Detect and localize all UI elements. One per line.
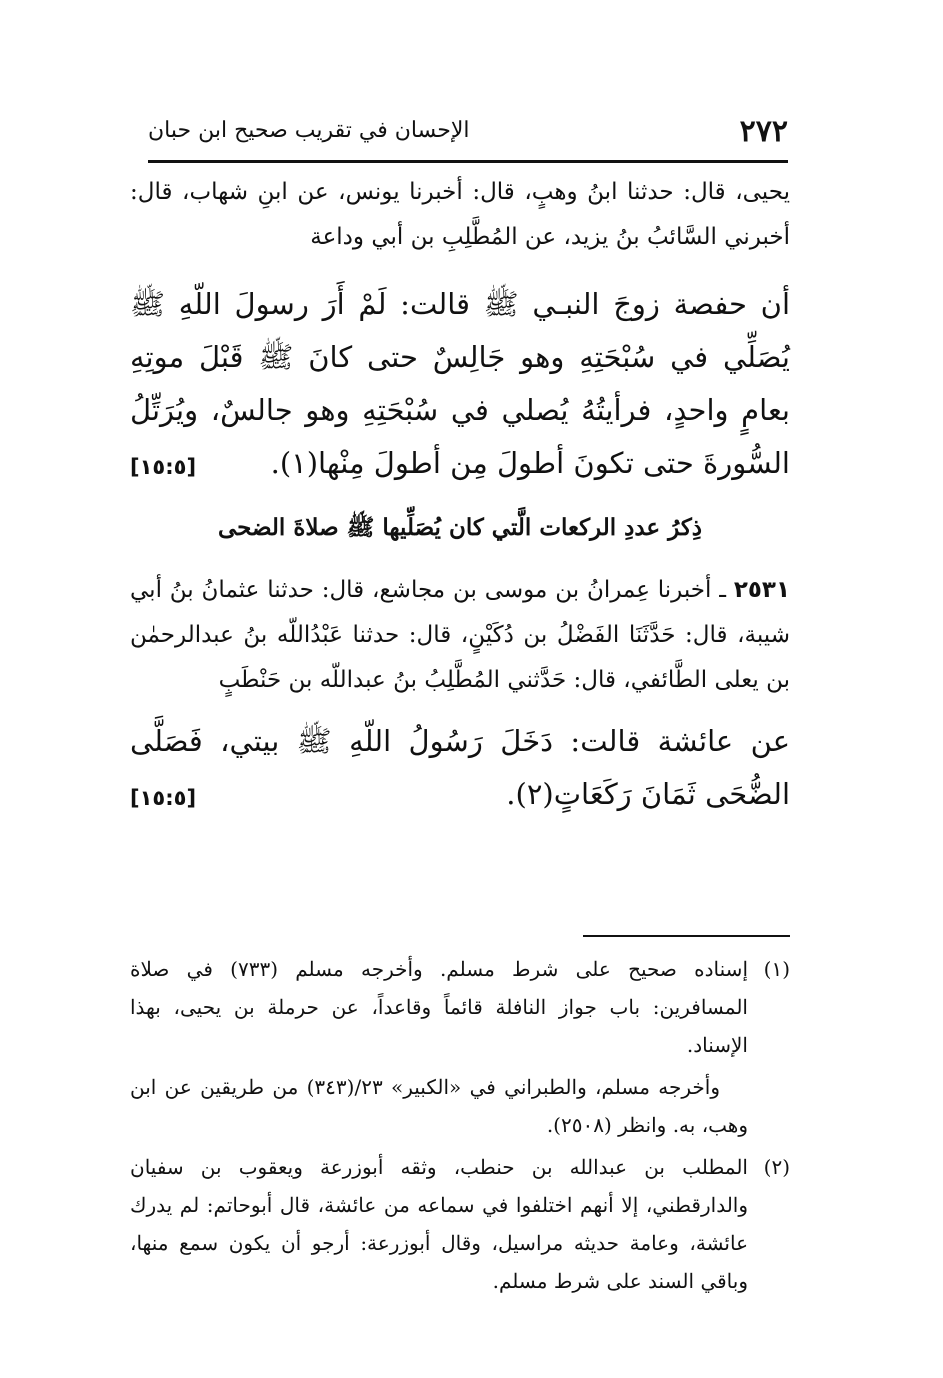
page-header [148,108,788,158]
hadith-1-text: أن حفصة زوجَ النبـي ﷺ قالت: لَمْ أَرَ رسولَ اللّهِ ﷺ يُصَلِّي في سُبْحَتِهِ وهو جَالِسٌ حتى كانَ ﷺ قَبْلَ موتِهِ بعامٍ واحدٍ، فرأيتُهُ يُصلي في سُبْحَتِهِ وهو جالسٌ، ويُرَتِّلُ السُّورةَ حتى تكونَ أطولَ مِن أطولَ مِنْها(١). [130,287,790,480]
main-text [130,170,790,829]
footnote-2-marker: (٢) [763,1155,790,1179]
hadith-2-reference: [١٥:٥] [130,786,197,810]
chapter-heading: ذِكرُ عددِ الركعات الَّتي كان يُصَلِّيها ﷺ صلاةَ الضحى [217,514,703,541]
hadith-1-matn [130,278,790,490]
page-number: ٢٧٢ [739,114,788,149]
hadith-2-isnad-text: ـ أخبرنا عِمرانُ بن موسى بن مجاشع، قال: حدثنا عثمانُ بنُ أبي شيبة، قال: حَدَّثَنَا الفَضْلُ بن دُكَيْنٍ، قال: حدثنا عَبْدُاللّه بنُ عبدالرحمٰن بن يعلى الطَّائفي، قال: حَدَّثني المُطَّلِبُ بنُ عبداللّه بن حَنْطَبٍ [130,577,790,693]
footnote-1-text: إسناده صحيح على شرط مسلم. وأخرجه مسلم (٧٣٣) في صلاة المسافرين: باب جواز النافلة قائماً وقاعداً، عن حرملة بن يحيى، بهذا الإسناد. [130,957,748,1057]
hadith-2-text: عن عائشة قالت: دَخَلَ رَسُولُ اللّهِ ﷺ بيتي، فَصَلَّى الضُّحَى ثَمَانَ رَكَعَاتٍ(٢). [130,724,790,811]
footnote-2 [130,1148,790,1300]
hadith-2-matn [130,715,790,821]
footnote-2-text: المطلب بن عبدالله بن حنطب، وثقه أبوزرعة ويعقوب بن سفيان والدارقطني، إلا أنهم اختلفوا في سماعه من عائشة، قال أبوحاتم: لم يدرك عائشة، وعامة حديثه مراسيل، وقال أبوزرعة: أرجو أن يكون سمع منها، وباقي السند على شرط مسلم. [130,1155,748,1293]
hadith-number: ٢٥٣١ [733,577,790,603]
footnote-1-continuation: وأخرجه مسلم، والطبراني في «الكبير» ٢٣/(٣٤٣) من طريقين عن ابن وهب، به. وانظر (٢٥٠٨). [130,1075,748,1137]
header-rule [148,160,788,163]
running-title: الإحسان في تقريب صحيح ابن حبان [148,118,470,143]
hadith-2-isnad [130,568,790,703]
footnote-rule [583,935,790,937]
footnote-1 [130,950,790,1064]
continued-isnad: يحيى، قال: حدثنا ابنُ وهبٍ، قال: أخبرنا يونس، عن ابنِ شهاب، قال: أخبرني السَّائبُ بنُ يزيد، عن المُطَّلِبِ بن أبي وداعة [130,179,790,250]
footnotes [130,950,790,1304]
footnote-1-marker: (١) [763,957,790,981]
hadith-1-reference: [١٥:٥] [130,455,197,479]
